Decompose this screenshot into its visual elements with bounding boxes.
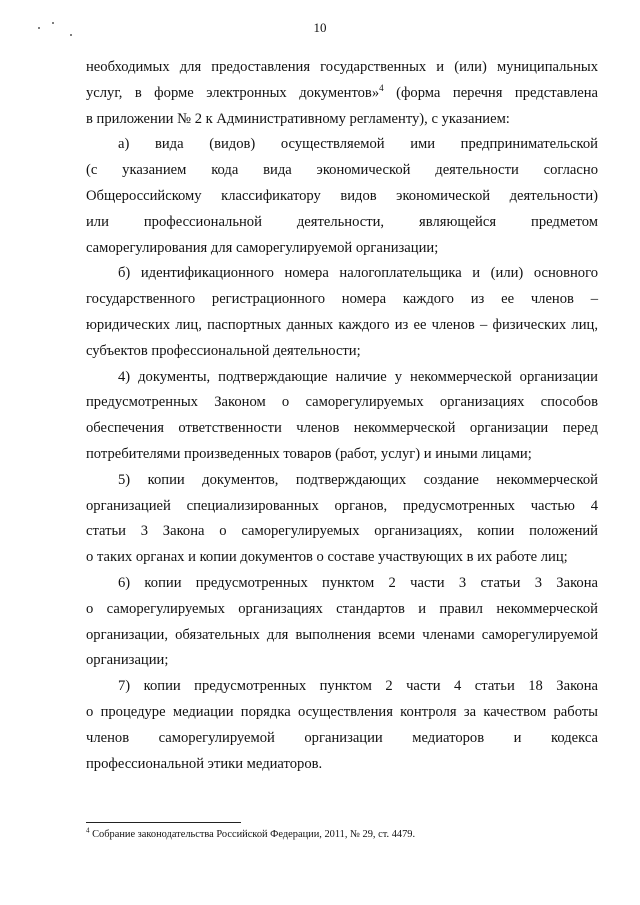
line-text: услуг, в форме электронных документов»	[86, 84, 380, 101]
text-line	[86, 648, 598, 674]
text-line	[86, 365, 598, 391]
text-line	[86, 390, 598, 416]
line-text-continued: (форма перечня представлена	[383, 84, 598, 101]
text-line	[86, 416, 598, 442]
line-text: (с указанием кода вида экономической деятельности согласно	[86, 162, 598, 179]
text-line	[86, 726, 598, 752]
footnote-marker: 4	[86, 826, 90, 835]
line-text: о процедуре медиации порядка осуществления контроля за качеством работы	[86, 703, 598, 720]
line-text: необходимых для предоставления государственных и (или) муниципальных	[86, 59, 598, 75]
footnote-reference: 4	[379, 82, 384, 93]
line-text: 7) копии предусмотренных пунктом 2 части 4 статьи 18 Закона	[118, 678, 598, 695]
line-text: потребителями произведенных товаров (работ, услуг) и иными лицами;	[86, 445, 532, 462]
line-text: Общероссийскому классификатору видов экономической деятельности)	[86, 187, 598, 204]
line-text: б) идентификационного номера налогоплательщика и (или) основного	[118, 265, 598, 282]
text-line	[86, 81, 598, 107]
text-line	[86, 313, 598, 339]
text-line	[86, 236, 598, 262]
text-line	[86, 545, 598, 571]
line-text: статьи 3 Закона о саморегулируемых организациях, копии положений	[86, 523, 598, 540]
document-body	[86, 55, 598, 777]
footnote-divider	[86, 822, 241, 823]
footnote	[86, 828, 598, 841]
text-line	[86, 468, 598, 494]
line-text: организации;	[86, 652, 169, 669]
line-text: или профессиональной деятельности, являющейся предметом	[86, 213, 598, 230]
text-line	[86, 55, 598, 81]
text-line	[86, 107, 598, 133]
text-line	[86, 494, 598, 520]
line-text: 5) копии документов, подтверждающих создание некоммерческой	[118, 471, 598, 488]
line-text: предусмотренных Законом о саморегулируемых организациях способов	[86, 394, 598, 411]
text-line	[86, 674, 598, 700]
line-text: обеспечения ответственности членов некоммерческой организации перед	[86, 420, 598, 437]
line-text: 4) документы, подтверждающие наличие у некоммерческой организации	[118, 368, 598, 385]
text-line	[86, 623, 598, 649]
line-text: юридических лиц, паспортных данных каждого из ее членов – физических лиц,	[86, 316, 598, 333]
text-line	[86, 261, 598, 287]
text-line	[86, 597, 598, 623]
text-line	[86, 700, 598, 726]
line-text: 6) копии предусмотренных пунктом 2 части 3 статьи 3 Закона	[118, 574, 598, 591]
line-text: организации, обязательных для выполнения всеми членами саморегулируемой	[86, 626, 598, 643]
line-text: в приложении № 2 к Административному регламенту), с указанием:	[86, 110, 510, 127]
text-line	[86, 339, 598, 365]
line-text: о таких органах и копии документов о составе участвующих в их работе лиц;	[86, 549, 568, 566]
text-line	[86, 752, 598, 778]
line-text: а) вида (видов) осуществляемой ими предпринимательской	[118, 136, 598, 153]
line-text: членов саморегулируемой организации медиаторов и кодекса	[86, 729, 598, 746]
text-line	[86, 132, 598, 158]
text-line	[86, 571, 598, 597]
footnote-text: Собрание законодательства Российской Федерации, 2011, № 29, ст. 4479.	[89, 829, 416, 840]
text-line	[86, 287, 598, 313]
text-line	[86, 184, 598, 210]
line-text: субъектов профессиональной деятельности;	[86, 342, 361, 359]
line-text: о саморегулируемых организациях стандартов и правил некоммерческой	[86, 600, 598, 617]
line-text: организацией специализированных органов, предусмотренных частью 4	[86, 497, 598, 514]
text-line	[86, 442, 598, 468]
text-line	[86, 210, 598, 236]
line-text: профессиональной этики медиаторов.	[86, 755, 323, 772]
text-line	[86, 519, 598, 545]
page-number: 10	[313, 20, 327, 35]
text-line	[86, 158, 598, 184]
line-text: государственного регистрационного номера каждого из ее членов –	[86, 291, 598, 308]
line-text: саморегулирования для саморегулируемой организации;	[86, 239, 439, 256]
